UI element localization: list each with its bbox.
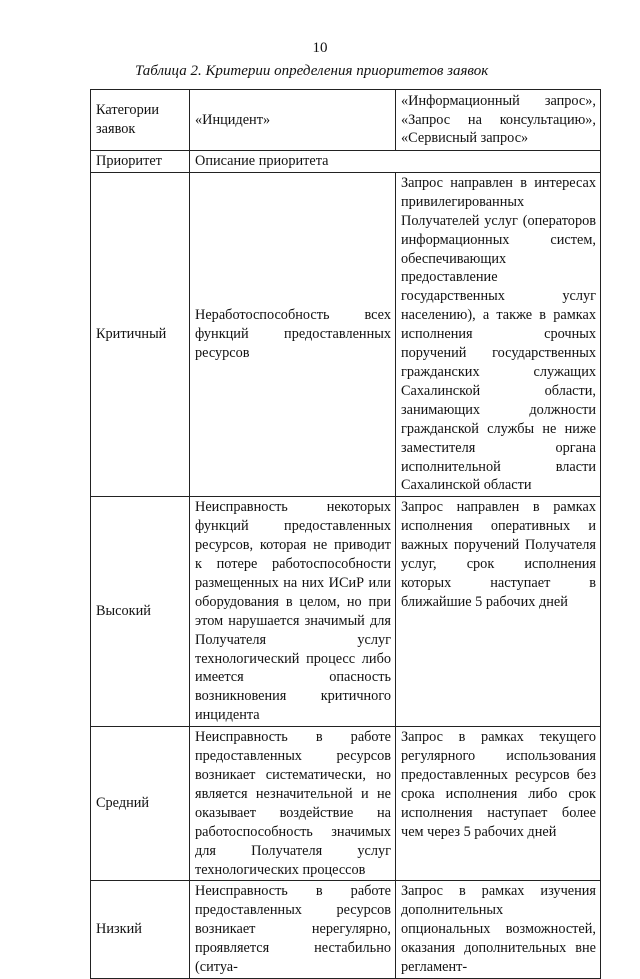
priority-medium: Средний xyxy=(91,727,190,881)
request-description: Запрос направлен в интересах привилегированных Получателей услуг (операторов информационных систем, обеспечивающих предоставление государственных услуг населению), а также в рамках исполнения срочных поручений государственных гражданских служащих Сахалинской области, занимающих должности гражданской службы не ниже заместителя органа исполнительной власти Сахалинской области xyxy=(396,172,601,496)
priority-high: Высокий xyxy=(91,497,190,727)
incident-description: Неработоспособность всех функций предоставленных ресурсов xyxy=(190,172,396,496)
header-incident: «Инцидент» xyxy=(190,90,396,151)
table-caption: Таблица 2. Критерии определения приоритетов заявок xyxy=(135,63,489,79)
incident-description: Неисправность в работе предоставленных ресурсов возникает нерегулярно, проявляется нестабильно (ситуа- xyxy=(190,881,396,979)
subheader-row xyxy=(91,151,601,173)
incident-description: Неисправность некоторых функций предоставленных ресурсов, которая не приводит к потере работоспособности размещенных на них ИСиР или оборудования в целом, но при этом нарушается значимый для Получателя услуг технологический процесс либо имеется опасность возникновения критичного инцидента xyxy=(190,497,396,727)
priority-criteria-table xyxy=(90,89,601,979)
request-description: Запрос в рамках текущего регулярного использования предоставленных ресурсов без срока исполнения либо срок исполнения наступает более чем через 5 рабочих дней xyxy=(396,727,601,881)
subheader-priority: Приоритет xyxy=(91,151,190,173)
subheader-description: Описание приоритета xyxy=(190,151,601,173)
request-description: Запрос направлен в рамках исполнения оперативных и важных поручений Получателя услуг, срок исполнения которых наступает в ближайшие 5 рабочих дней xyxy=(396,497,601,727)
table-row xyxy=(91,172,601,496)
incident-description: Неисправность в работе предоставленных ресурсов возникает систематически, но является незначительной и не оказывает воздействие на работоспособность значимых для Получателя услуг технологических процессов xyxy=(190,727,396,881)
header-row xyxy=(91,90,601,151)
request-description: Запрос в рамках изучения дополнительных опциональных возможностей, оказания дополнительных вне регламент- xyxy=(396,881,601,979)
page-number: 10 xyxy=(312,40,328,56)
table-row xyxy=(91,881,601,979)
table-row xyxy=(91,497,601,727)
priority-critical: Критичный xyxy=(91,172,190,496)
table-row xyxy=(91,727,601,881)
priority-low: Низкий xyxy=(91,881,190,979)
header-requests: «Информационный запрос», «Запрос на консультацию», «Сервисный запрос» xyxy=(396,90,601,151)
header-categories: Категории заявок xyxy=(91,90,190,151)
